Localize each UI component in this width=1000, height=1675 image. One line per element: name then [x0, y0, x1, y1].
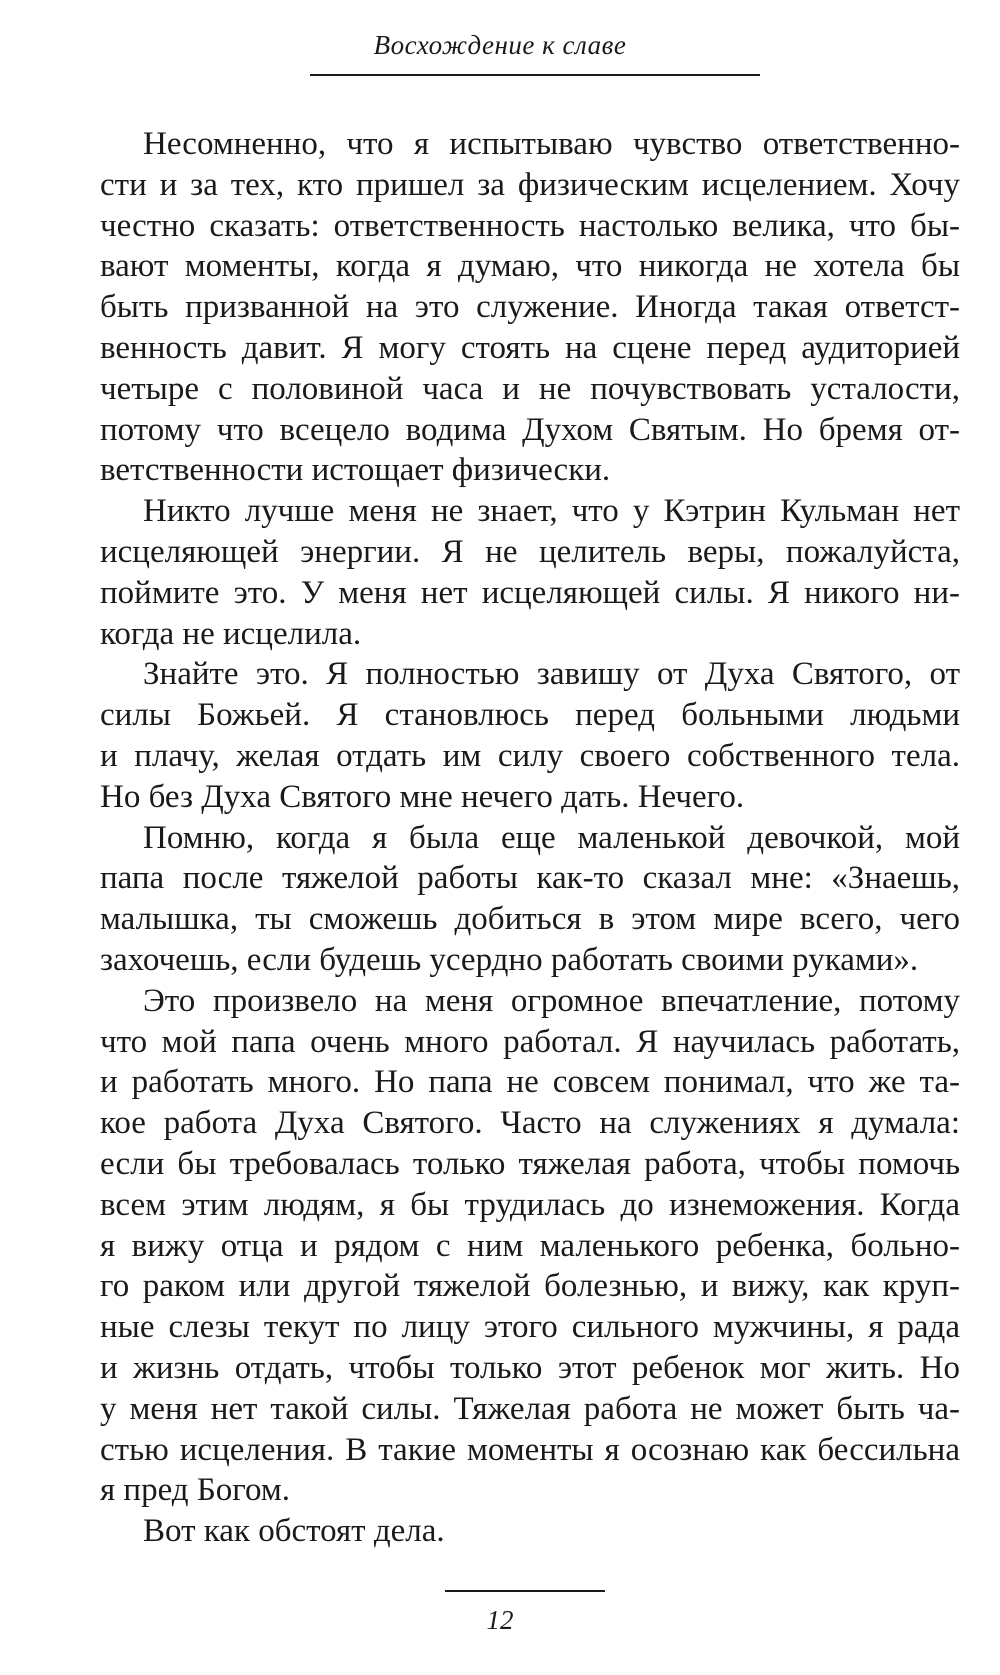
text-line: сти и за тех, кто пришел за физическим исцелением. Хочу	[100, 166, 960, 203]
footer-rule	[445, 1590, 605, 1592]
text-line: четыре с половиной часа и не почувствовать усталости,	[100, 370, 960, 407]
text-line: быть призванной на это служение. Иногда такая ответст-	[100, 289, 960, 326]
text-line: всем этим людям, я бы трудилась до изнеможения. Когда	[100, 1186, 960, 1223]
text-line: малышка, ты сможешь добиться в этом мире всего, чего	[100, 901, 960, 938]
text-line: и жизнь отдать, чтобы только этот ребенок мог жить. Но	[100, 1349, 960, 1386]
text-line: венность давит. Я могу стоять на сцене перед аудиторией	[100, 329, 960, 366]
text-line: когда не исцелила.	[100, 615, 362, 652]
text-line: ветственности истощает физически.	[100, 452, 611, 489]
text-line: Вот как обстоят дела.	[143, 1513, 445, 1550]
text-line: Но без Духа Святого мне нечего дать. Нечего.	[100, 778, 745, 815]
paragraph	[100, 124, 960, 491]
paragraph	[100, 1511, 960, 1552]
paragraph	[100, 818, 960, 981]
text-line: папа после тяжелой работы как-то сказал мне: «Знаешь,	[100, 860, 960, 897]
paragraph	[100, 981, 960, 1511]
text-line: что мой папа очень много работал. Я научилась работать,	[100, 1023, 960, 1060]
paragraph	[100, 491, 960, 654]
text-line: Знайте это. Я полностью завишу от Духа Святого, от	[143, 656, 960, 693]
text-line: вают моменты, когда я думаю, что никогда не хотела бы	[100, 248, 960, 285]
text-line: Помню, когда я была еще маленькой девочкой, мой	[143, 819, 960, 856]
text-line: Никто лучше меня не знает, что у Кэтрин Кульман нет	[143, 493, 960, 530]
running-title: Восхождение к славе	[373, 30, 627, 60]
text-line: ные слезы текут по лицу этого сильного мужчины, я рада	[100, 1309, 960, 1346]
page-number: 12	[486, 1605, 514, 1635]
text-line: если бы требовалась только тяжелая работа, чтобы помочь	[100, 1145, 960, 1182]
paragraph	[100, 654, 960, 817]
header-rule	[310, 74, 760, 76]
text-line: силы Божьей. Я становлюсь перед больными людьми	[100, 697, 960, 734]
text-line: стью исцеления. В такие моменты я осознаю как бессильна	[100, 1431, 960, 1468]
text-line: честно сказать: ответственность настолько велика, что бы-	[100, 207, 960, 244]
text-line: го раком или другой тяжелой болезнью, и вижу, как круп-	[100, 1268, 960, 1305]
text-line: Несомненно, что я испытываю чувство ответственно-	[143, 126, 960, 162]
text-line: захочешь, если будешь усердно работать своими руками».	[100, 941, 919, 978]
text-line: и работать много. Но папа не совсем понимал, что же та-	[100, 1064, 960, 1101]
text-line: я вижу отца и рядом с ним маленького ребенка, больно-	[100, 1227, 960, 1264]
body-text	[100, 124, 960, 1552]
text-line: потому что всецело водима Духом Святым. Но бремя от-	[100, 411, 960, 448]
text-line: кое работа Духа Святого. Часто на служениях я думала:	[100, 1105, 960, 1142]
text-line: и плачу, желая отдать им силу своего собственного тела.	[100, 737, 960, 774]
text-line: исцеляющей энергии. Я не целитель веры, пожалуйста,	[100, 533, 960, 570]
text-line: Это произвело на меня огромное впечатление, потому	[143, 982, 960, 1019]
text-line: я пред Богом.	[100, 1472, 291, 1509]
text-line: у меня нет такой силы. Тяжелая работа не может быть ча-	[100, 1390, 960, 1427]
text-line: поймите это. У меня нет исцеляющей силы. Я никого ни-	[100, 574, 960, 611]
